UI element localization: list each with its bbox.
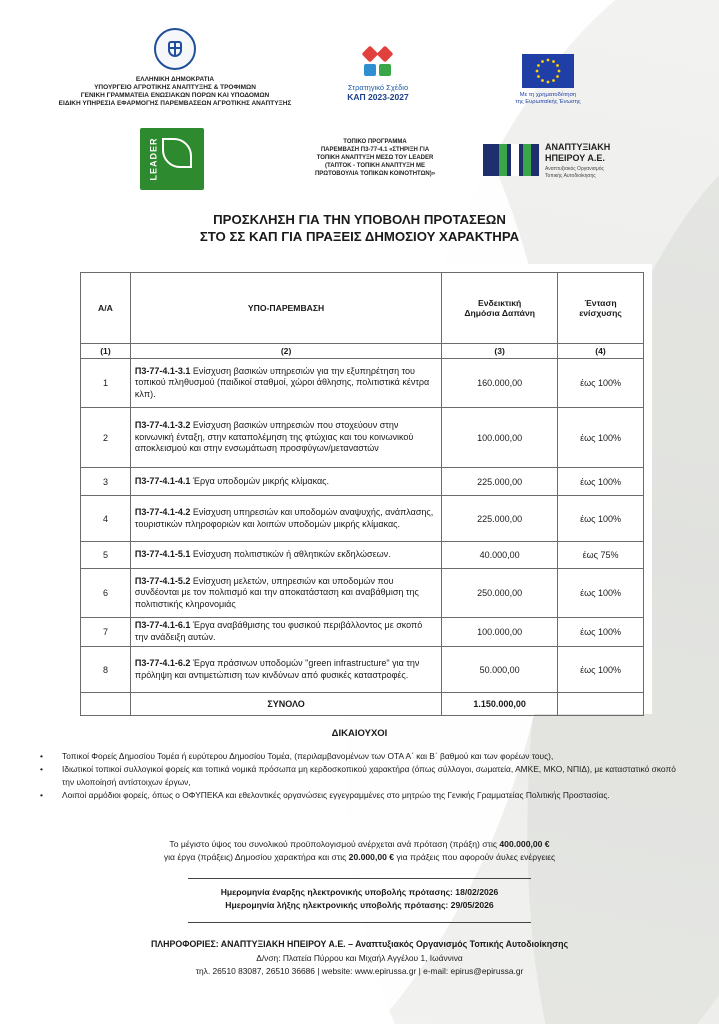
row-public-spend: 100.000,00 [442, 618, 558, 647]
column-label: (2) [130, 344, 441, 359]
contact-info [0, 938, 719, 979]
budget-text: για έργα (πράξεις) Δημοσίου χαρακτήρα και στις [163, 852, 349, 862]
ministry-line: ΕΛΛΗΝΙΚΗ ΔΗΜΟΚΡΑΤΙΑ [135, 76, 215, 83]
list-item: • Ιδιωτικοί τοπικοί συλλογικοί φορείς και τοπικά νομικά πρόσωπα μη κερδοσκοπικού χαρακτήρα (όπως σύλλογοι, σωματεία, ΑΜΚΕ, ΜΚΟ, ΝΠΙΔ), με καταστατικό σκοπό την υλοποίησή αντίστοιχων έργων, [40, 763, 680, 788]
leader-logo-text: LEADER [148, 137, 159, 181]
row-code: Π3-77-4.1-4.2 [134, 506, 191, 517]
program-line: (ΤΑΠΤΟΚ - ΤΟΠΙΚΗ ΑΝΑΠΤΥΞΗ ΜΕ [325, 163, 425, 169]
divider [188, 922, 531, 923]
row-aid-intensity: έως 100% [558, 359, 644, 408]
row-number: 3 [81, 468, 131, 496]
ministry-line: ΓΕΝΙΚΗ ΓΡΑΜΜΑΤΕΙΑ ΕΝΩΣΙΑΚΩΝ ΠΟΡΩΝ ΚΑΙ ΥΠΟΔΟΜΩΝ [80, 92, 270, 99]
table-row [81, 569, 644, 618]
budget-line [0, 851, 719, 864]
eu-funding-text: της Ευρωπαϊκής Ένωσης [515, 99, 581, 105]
row-public-spend: 225.000,00 [442, 496, 558, 542]
budget-line [0, 838, 719, 851]
budget-amount: 20.000,00 € [348, 852, 395, 862]
anaptyxiaki-title: ΑΝΑΠΤΥΞΙΑΚΗ [545, 142, 611, 152]
total-label: ΣΥΝΟΛΟ [130, 693, 441, 716]
row-number: 6 [81, 569, 131, 618]
row-public-spend: 160.000,00 [442, 359, 558, 408]
anaptyxiaki-subtitle: Τοπικής Αυτοδιοίκησης [545, 173, 596, 179]
ministry-header [30, 28, 320, 108]
row-description [130, 496, 441, 542]
row-description [130, 408, 441, 468]
column-label: (1) [81, 344, 131, 359]
row-description [130, 542, 441, 569]
anaptyxiaki-logo-icon [483, 144, 539, 176]
row-code: Π3-77-4.1-6.1 [134, 620, 191, 631]
row-aid-intensity: έως 100% [558, 647, 644, 693]
row-text: Ενίσχυση βασικών υπηρεσιών για την εξυπηρέτηση του τοπικού πληθυσμού (παιδικοί σταθμοί, χώροι άθλησης, πολιτιστικά κέντρα κλπ). [134, 365, 430, 399]
row-public-spend: 250.000,00 [442, 569, 558, 618]
divider [188, 878, 531, 879]
program-line: ΠΡΩΤΟΒΟΥΛΙΑ ΤΟΠΙΚΩΝ ΚΟΙΝΟΤΗΤΩΝ)» [314, 171, 436, 177]
program-line: ΠΑΡΕΜΒΑΣΗ Π3-77-4.1 «ΣΤΗΡΙΞΗ ΓΙΑ [320, 147, 430, 153]
header-subintervention: ΥΠΟ-ΠΑΡΕΜΒΑΣΗ [130, 273, 441, 344]
submission-start-date: Ημερομηνία έναρξης ηλεκτρονικής υποβολής πρότασης: 18/02/2026 [220, 887, 499, 897]
row-number: 2 [81, 408, 131, 468]
row-public-spend: 50.000,00 [442, 647, 558, 693]
subinterventions-table-panel [66, 264, 652, 714]
header-aid-intensity-line: ενίσχυσης [579, 308, 622, 318]
budget-note [0, 838, 719, 864]
row-aid-intensity: έως 75% [558, 542, 644, 569]
row-text: Ενίσχυση πολιτιστικών ή αθλητικών εκδηλώσεων. [190, 549, 391, 560]
row-code: Π3-77-4.1-3.1 [134, 365, 191, 376]
program-description [290, 138, 460, 178]
column-labels-row [81, 344, 644, 359]
row-public-spend: 40.000,00 [442, 542, 558, 569]
table-row [81, 496, 644, 542]
page-title-line: ΣΤΟ ΣΣ ΚΑΠ ΓΙΑ ΠΡΑΞΕΙΣ ΔΗΜΟΣΙΟΥ ΧΑΡΑΚΤΗΡΑ [199, 229, 520, 244]
anaptyxiaki-subtitle: Αναπτυξιακός Οργανισμός [545, 166, 604, 172]
column-label: (4) [558, 344, 644, 359]
submission-end-date: Ημερομηνία λήξης ηλεκτρονικής υποβολής πρότασης: 29/05/2026 [225, 900, 494, 910]
eu-funding-logo [508, 54, 588, 106]
total-empty-cell [558, 693, 644, 716]
table-row [81, 542, 644, 569]
table-row [81, 468, 644, 496]
row-number: 8 [81, 647, 131, 693]
list-item: • Λοιποί αρμόδιοι φορείς, όπως ο ΟΦΥΠΕΚΑ και εθελοντικές οργανώσεις εγγεγραμμένες στο μητρώο της Γενικής Γραμματείας Πολιτικής Προστασίας. [40, 789, 680, 801]
row-aid-intensity: έως 100% [558, 496, 644, 542]
row-text: Έργα υποδομών μικρής κλίμακας. [190, 475, 330, 486]
page-title-line: ΠΡΟΣΚΛΗΣΗ ΓΙΑ ΤΗΝ ΥΠΟΒΟΛΗ ΠΡΟΤΑΣΕΩΝ [213, 212, 506, 227]
row-description [130, 359, 441, 408]
table-header-row [81, 273, 644, 344]
leaf-icon [162, 138, 192, 168]
row-text: Ενίσχυση υπηρεσιών και υποδομών αναψυχής, ανάπλασης, τουριστικών πληροφοριών και λοιπών υποδομών μικρής κλίμακας. [134, 506, 434, 529]
row-text: Ενίσχυση βασικών υπηρεσιών που στοχεύουν στην κοινωνική ένταξη, στην καταπολέμηση της φτώχιας και του κοινωνικού αποκλεισμού και στην ενσωμάτωση προσφύγων/μεταναστών [134, 420, 414, 454]
contact-address: Δ/νση: Πλατεία Πύρρου και Μιχαήλ Αγγέλου 1, Ιωάννινα [256, 952, 463, 963]
contact-organization: ΠΛΗΡΟΦΟΡΙΕΣ: ΑΝΑΠΤΥΞΙΑΚΗ ΗΠΕΙΡΟΥ Α.Ε. – Αναπτυξιακός Οργανισμός Τοπικής Αυτοδιοίκησης [150, 939, 569, 949]
row-description [130, 468, 441, 496]
total-empty-cell [81, 693, 131, 716]
header-public-spend-line: Δημόσια Δαπάνη [464, 308, 535, 318]
row-description [130, 569, 441, 618]
table-row [81, 618, 644, 647]
row-public-spend: 225.000,00 [442, 468, 558, 496]
row-number: 7 [81, 618, 131, 647]
beneficiaries-heading: ΔΙΚΑΙΟΥΧΟΙ [331, 728, 388, 739]
beneficiaries-list [40, 750, 680, 803]
budget-text: Το μέγιστο ύψος του συνολικού προϋπολογισμού ανέρχεται ανά πρόταση (πράξη) στις [169, 839, 500, 849]
subinterventions-table [80, 272, 644, 716]
row-code: Π3-77-4.1-3.2 [134, 420, 191, 431]
row-code: Π3-77-4.1-5.1 [134, 549, 191, 560]
row-description [130, 618, 441, 647]
header-aa: Α/Α [81, 273, 131, 344]
row-text: Ενίσχυση μελετών, υπηρεσιών και υποδομών που συνδέονται με τον πολιτισμό και την αποκατάσταση και αναβάθμιση της πολιτιστικής κληρονομιάς [134, 575, 419, 609]
row-number: 4 [81, 496, 131, 542]
budget-text: για πράξεις που αφορούν άυλες ενέργειες [394, 852, 556, 862]
row-description [130, 647, 441, 693]
eu-funding-text: Με τη χρηματοδότηση [519, 92, 577, 98]
ministry-line: ΕΙΔΙΚΗ ΥΠΗΡΕΣΙΑ ΕΦΑΡΜΟΓΗΣ ΠΑΡΕΜΒΑΣΕΩΝ ΑΓΡΟΤΙΚΗΣ ΑΝΑΠΤΥΞΗΣ [58, 100, 292, 107]
row-public-spend: 100.000,00 [442, 408, 558, 468]
row-code: Π3-77-4.1-4.1 [134, 475, 191, 486]
budget-amount: 400.000,00 € [499, 839, 550, 849]
table-total-row [81, 693, 644, 716]
row-aid-intensity: έως 100% [558, 408, 644, 468]
total-value: 1.150.000,00 [442, 693, 558, 716]
anaptyxiaki-ipeirou-logo [483, 140, 643, 184]
leader-logo [140, 128, 204, 190]
row-code: Π3-77-4.1-6.2 [134, 657, 191, 668]
row-aid-intensity: έως 100% [558, 468, 644, 496]
header-aid-intensity-line: Ένταση [584, 298, 617, 308]
program-line: ΤΟΠΙΚΗ ΑΝΑΠΤΥΞΗ ΜΕΣΩ ΤΟΥ LEADER [316, 155, 434, 161]
row-code: Π3-77-4.1-5.2 [134, 575, 191, 586]
column-label: (3) [442, 344, 558, 359]
page-title [0, 211, 719, 245]
row-text: Έργα αναβάθμισης του φυσικού περιβάλλοντος με σκοπό την ανάδειξη αυτών. [134, 620, 423, 642]
ministry-line: ΥΠΟΥΡΓΕΙΟ ΑΓΡΟΤΙΚΗΣ ΑΝΑΠΤΥΞΗΣ & ΤΡΟΦΙΜΩΝ [94, 84, 256, 91]
header-public-spend-line: Ενδεικτική [478, 298, 522, 308]
cap-logo-period: ΚΑΠ 2023-2027 [347, 92, 409, 102]
row-number: 5 [81, 542, 131, 569]
row-text: Έργα πράσινων υποδομών "green infrastructure" για την πρόληψη και αντιμετώπιση των κινδύνων από φυσικές καταστροφές. [134, 657, 420, 680]
row-aid-intensity: έως 100% [558, 618, 644, 647]
row-number: 1 [81, 359, 131, 408]
table-row [81, 408, 644, 468]
submission-dates [0, 886, 719, 912]
header-public-spend [442, 273, 558, 344]
eu-flag-icon [522, 54, 574, 88]
header-aid-intensity [558, 273, 644, 344]
anaptyxiaki-title: ΗΠΕΙΡΟΥ Α.Ε. [545, 153, 605, 163]
cap-logo-icon [360, 46, 396, 80]
greek-emblem-icon [154, 28, 196, 70]
list-item: • Τοπικοί Φορείς Δημοσίου Τομέα ή ευρύτερου Δημοσίου Τομέα, (περιλαμβανομένων των ΟΤΑ Α΄ και Β΄ βαθμού και των φορέων τους), [40, 750, 680, 762]
contact-details: τηλ. 26510 83087, 26510 36686 | website: www.epirussa.gr | e-mail: epirus@epirussa.gr [195, 966, 524, 976]
table-row [81, 359, 644, 408]
table-row [81, 647, 644, 693]
program-line: ΤΟΠΙΚΟ ΠΡΟΓΡΑΜΜΑ [343, 139, 407, 145]
cap-logo [338, 46, 418, 102]
row-aid-intensity: έως 100% [558, 569, 644, 618]
cap-logo-text: Στρατηγικό Σχέδιο [347, 83, 409, 92]
